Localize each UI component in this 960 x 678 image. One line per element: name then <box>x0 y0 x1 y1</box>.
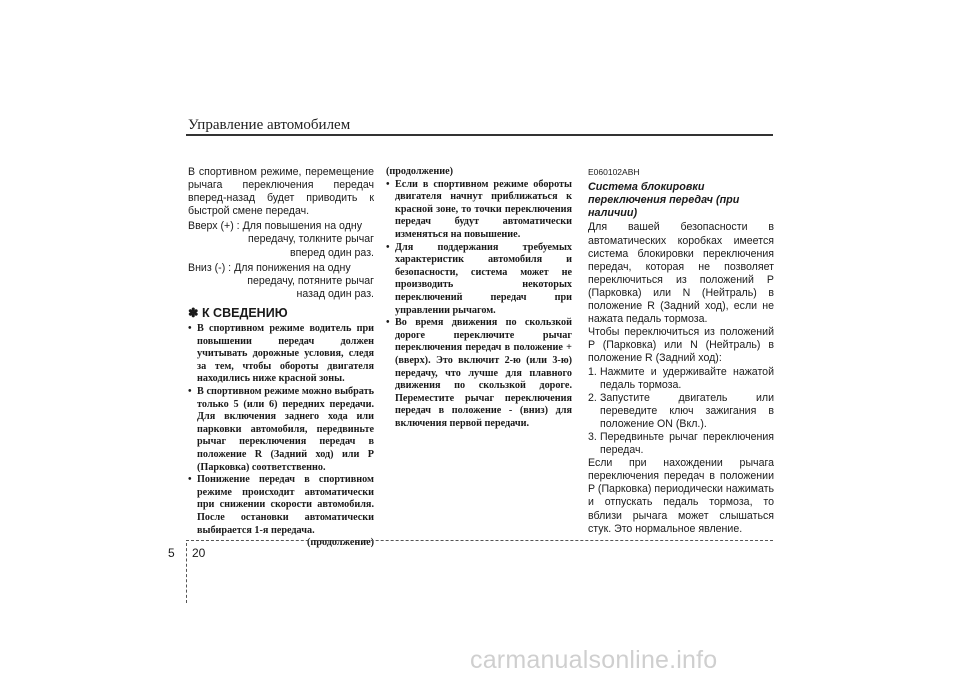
list-item <box>588 431 774 457</box>
definition-term: Вниз (-) : <box>188 261 232 274</box>
information-heading: ✽ К СВЕДЕНИЮ <box>188 305 288 320</box>
list-item <box>588 392 774 431</box>
step-number: 1. <box>588 365 597 378</box>
definition-desc-cont: передачу, толкните рычаг вперед один раз. <box>248 233 374 259</box>
chapter-number: 5 <box>168 546 175 560</box>
shift-definition-up <box>188 220 374 259</box>
column-right <box>588 166 774 536</box>
list-item: • Если в спортивном режиме обороты двигателя начнут приближаться к красной зоне, то точки переключения передач будут автоматически изменяться на повышение. <box>386 179 572 242</box>
definition-desc: Для повышения на одну <box>242 220 363 233</box>
section-code: E060102ABH <box>588 167 640 177</box>
step-text: Нажмите и удерживайте нажатой педаль тормоза. <box>600 365 774 391</box>
step-number: 3. <box>588 430 597 443</box>
column-middle <box>386 166 572 430</box>
section-title: Система блокировки переключения передач (при наличии) <box>588 181 740 219</box>
sport-mode-intro: В спортивном режиме, перемещение рычага переключения передач вперед-назад будет приводить к быстрой смене передач. <box>188 166 374 218</box>
footer-vertical-divider <box>186 543 187 603</box>
step-text: Запустите двигатель или переведите ключ зажигания в положение ON (Вкл.). <box>600 391 774 430</box>
header-divider <box>186 134 773 136</box>
list-item: • В спортивном режиме можно выбрать только 5 (или 6) передних передачи. Для включения заднего хода или парковки автомобиля, передвиньте рычаг переключения передач в положение R (Задний ход) или P (Парковка) соответственно. <box>188 386 374 474</box>
definition-desc: Для понижения на одну <box>234 261 351 274</box>
list-item: • В спортивном режиме водитель при повышении передач должен учитывать дорожные условия, следя за тем, чтобы обороты двигателя находились ниже красной зоны. <box>188 323 374 386</box>
continued-label: (продолжение) <box>386 166 453 177</box>
step-number: 2. <box>588 391 597 404</box>
list-item: • Во время движения по скользкой дороге переключите рычаг переключения передач в положение + (вверх). Это включит 2-ю (или 3-ю) передачу, что лучше для плавного движения по скользкой дороге. Переместите рычаг переключения передач в положение - (вниз) для включения первой передачи. <box>386 317 572 430</box>
continued-label: (продолжение) <box>307 537 374 549</box>
paragraph: Чтобы переключиться из положений P (Парковка) или N (Нейтраль) в положение R (Задний ход): <box>588 326 774 365</box>
column-left <box>188 166 374 550</box>
page-number: 20 <box>192 546 206 560</box>
page-header-title: Управление автомобилем <box>188 117 351 133</box>
footer-divider <box>186 540 773 541</box>
paragraph: Для вашей безопасности в автоматических коробках имеется система блокировки переключения передач, которая не позволяет переключиться из положений P (Парковка) или N (Нейтраль) в положение R (Задний ход), если не нажата педаль тормоза. <box>588 221 774 326</box>
paragraph: Если при нахождении рычага переключения передач в положении P (Парковка) периодически нажимать и отпускать педаль тормоза, то вблизи рычага может слышаться стук. Это нормальное явление. <box>588 457 774 535</box>
steps-list <box>588 366 774 458</box>
information-bullets-cont <box>386 179 572 431</box>
step-text: Передвиньте рычаг переключения передач. <box>600 430 774 457</box>
list-item <box>588 366 774 392</box>
watermark: carmanualsonline.info <box>470 646 718 674</box>
information-bullets <box>188 323 374 537</box>
definition-desc-cont: передачу, потяните рычаг назад один раз. <box>247 274 374 300</box>
definition-term: Вверх (+) : <box>188 220 240 233</box>
list-item: • Для поддержания требуемых характеристик автомобиля и безопасности, система может не производить некоторых переключений передач при управлении рычагом. <box>386 242 572 318</box>
list-item: • Понижение передач в спортивном режиме происходит автоматически при снижении скорости автомобиля. После остановки автоматически выбирается 1-я передача. <box>188 474 374 537</box>
shift-definition-down <box>188 262 374 301</box>
